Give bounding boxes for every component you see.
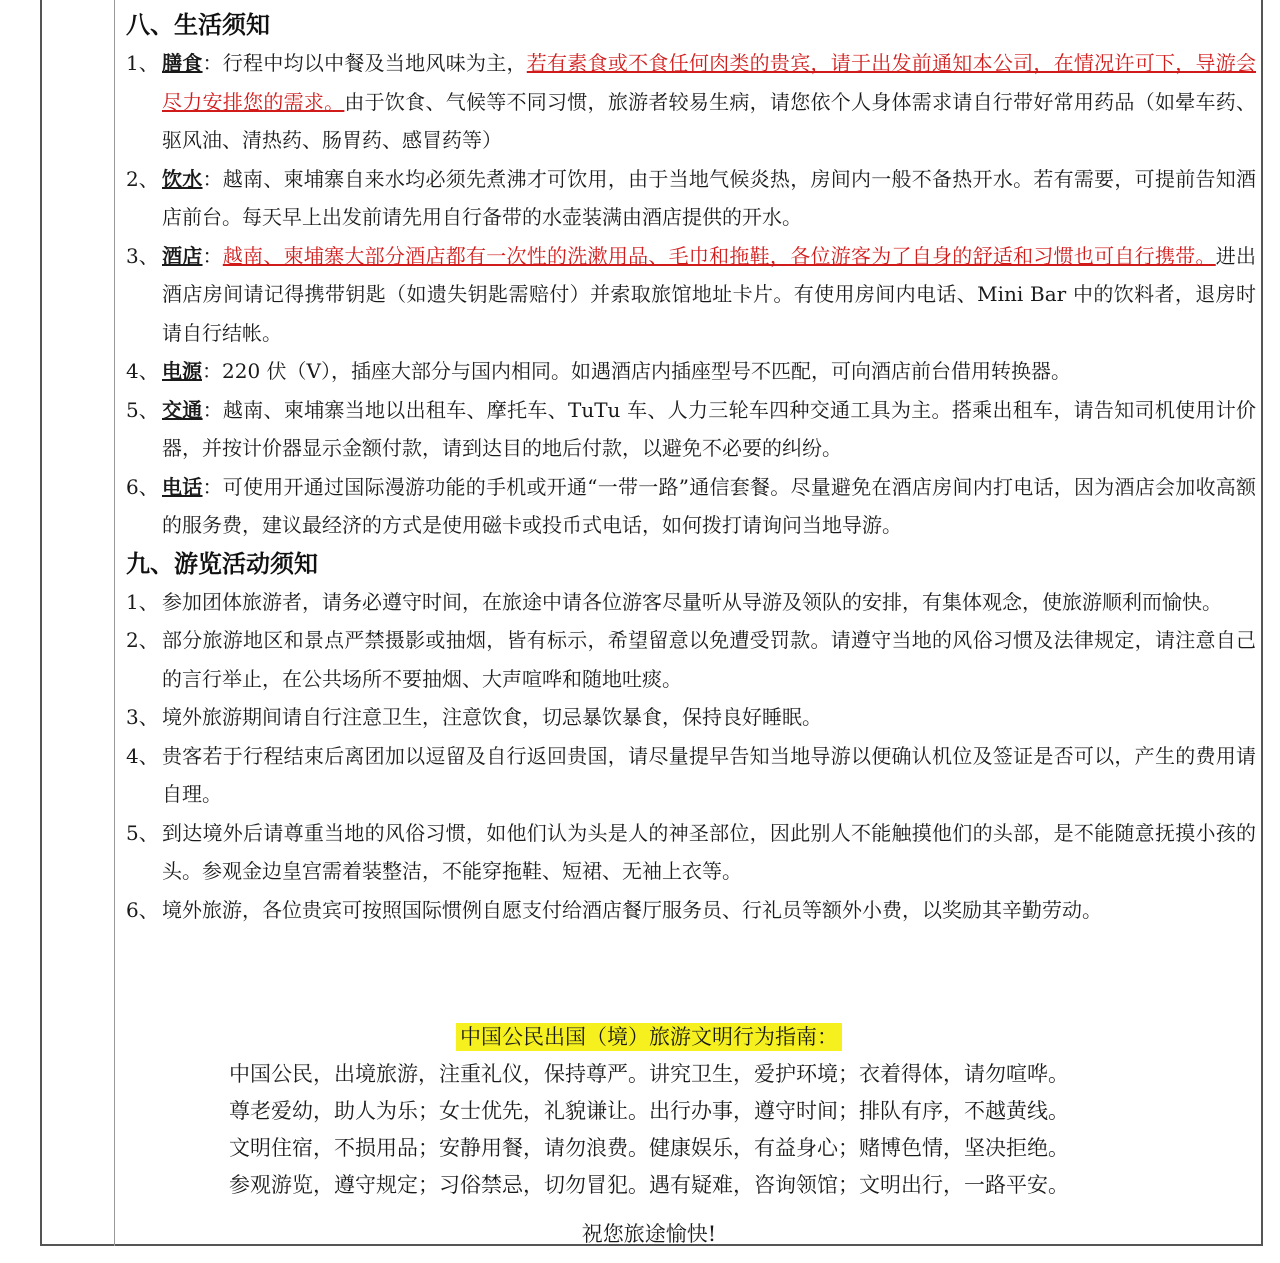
- guide-line: 参观游览，遵守规定；习俗禁忌，切勿冒犯。遇有疑难，咨询领馆；文明出行，一路平安。: [229, 1173, 1069, 1197]
- section-9-title: 九、游览活动须知: [126, 549, 318, 578]
- label-colon: ：: [202, 166, 223, 191]
- guide-title: [42, 1018, 1256, 1056]
- item-number: 6、: [126, 474, 159, 499]
- item-text-after: 进出酒店房间请记得携带钥匙（如遗失钥匙需赔付）并索取旅馆地址卡片。有使用房间内电话、Mini Bar 中的饮料者，退房时请自行结帐。: [162, 243, 1257, 345]
- s8-item-2: [126, 160, 1256, 237]
- label-colon: ：: [202, 243, 223, 268]
- item-number: 5、: [126, 397, 159, 422]
- item-number: 4、: [126, 359, 159, 383]
- item-text: 参加团体旅游者，请务必遵守时间，在旅途中请各位游客尽量听从导游及领队的安排，有集体观念，使旅游顺利而愉快。: [162, 589, 1222, 614]
- s8-item-4: [126, 352, 1256, 391]
- item-text: 行程中均以中餐及当地风味为主，: [222, 51, 527, 75]
- item-label: 电话: [162, 474, 203, 499]
- s9-item-4: [126, 737, 1256, 814]
- item-number: 4、: [126, 743, 159, 768]
- closing-wish: 祝您旅途愉快!: [581, 1222, 717, 1246]
- item-label: 膳食: [162, 51, 203, 75]
- item-number: 3、: [126, 243, 159, 268]
- item-text: 越南、柬埔寨当地以出租车、摩托车、TuTu 车、人力三轮车四种交通工具为主。搭乘出租车，请告知司机使用计价器，并按计价器显示金额付款，请到达目的地后付款，以避免不必要的纠纷。: [162, 397, 1257, 460]
- item-text: 可使用开通过国际漫游功能的手机或开通“一带一路”通信套餐。尽量避免在酒店房间内打电话，因为酒店会加收高额的服务费，建议最经济的方式是使用磁卡或投币式电话，如何拨打请询问当地导游。: [162, 474, 1257, 537]
- item-text-after: 由于饮食、气候等不同习惯，旅游者较易生病，请您依个人身体需求请自行带好常用药品（如晕车药、驱风油、清热药、肠胃药、感冒药等）: [162, 89, 1257, 152]
- label-colon: ：: [202, 359, 222, 383]
- item-text: 境外旅游，各位贵宾可按照国际惯例自愿支付给酒店餐厅服务员、行礼员等额外小费，以奖励其辛勤劳动。: [162, 897, 1102, 922]
- item-label: 电源: [162, 359, 202, 383]
- item-text: 到达境外后请尊重当地的风俗习惯，如他们认为头是人的神圣部位，因此别人不能触摸他们的头部，是不能随意抚摸小孩的头。参观金边皇宫需着装整洁，不能穿拖鞋、短裙、无袖上衣等。: [162, 820, 1256, 883]
- item-label: 交通: [162, 397, 203, 422]
- s9-item-6: [126, 891, 1256, 930]
- guide-title-highlight: 中国公民出国（境）旅游文明行为指南：: [456, 1023, 842, 1051]
- item-number: 1、: [126, 51, 159, 75]
- item-text: 部分旅游地区和景点严禁摄影或抽烟，皆有标示，希望留意以免遭受罚款。请遵守当地的风俗习惯及法律规定，请注意自己的言行举止，在公共场所不要抽烟、大声喧哗和随地吐痰。: [162, 628, 1256, 691]
- item-label: 饮水: [162, 166, 203, 191]
- civility-guide: [126, 1018, 1256, 1254]
- s8-item-1: [126, 44, 1256, 160]
- item-text: 境外旅游期间请自行注意卫生，注意饮食，切忌暴饮暴食，保持良好睡眠。: [162, 705, 822, 729]
- item-number: 5、: [126, 820, 159, 845]
- document-content: [126, 6, 1257, 1246]
- item-number: 3、: [126, 705, 159, 729]
- s9-item-2: [126, 621, 1256, 698]
- label-colon: ：: [202, 397, 223, 422]
- s8-item-5: [126, 391, 1256, 468]
- s9-item-5: [126, 814, 1256, 891]
- s8-item-3: [126, 237, 1256, 353]
- label-colon: ：: [202, 51, 223, 75]
- item-label: 酒店: [162, 243, 203, 268]
- item-number: 2、: [126, 166, 159, 191]
- item-text: 越南、柬埔寨自来水均必须先煮沸才可饮用，由于当地气候炎热，房间内一般不备热开水。若有需要，可提前告知酒店前台。每天早上出发前请先用自行备带的水壶装满由酒店提供的开水。: [162, 166, 1257, 229]
- item-red-notice: 若有素食或不食任何肉类的贵宾，请于出发前通知本公司，在情况许可下，导游会尽力安排您的需求。: [162, 51, 1257, 114]
- item-number: 2、: [126, 628, 159, 652]
- section-8-title: 八、生活须知: [126, 11, 270, 39]
- item-number: 1、: [126, 589, 159, 614]
- s9-item-3: [126, 698, 1256, 737]
- s8-item-6: [126, 468, 1256, 545]
- item-text: 220 伏（V），插座大部分与国内相同。如遇酒店内插座型号不匹配，可向酒店前台借用转换器。: [222, 359, 1071, 383]
- item-red-notice: 越南、柬埔寨大部分酒店都有一次性的洗漱用品、毛巾和拖鞋，各位游客为了自身的舒适和习惯也可自行携带。: [222, 243, 1216, 268]
- item-text: 贵客若于行程结束后离团加以逗留及自行返回贵国，请尽量提早告知当地导游以便确认机位及签证是否可以，产生的费用请自理。: [162, 743, 1256, 806]
- guide-line: 文明住宿，不损用品；安静用餐，请勿浪费。健康娱乐，有益身心；赌博色情，坚决拒绝。: [229, 1136, 1069, 1160]
- item-number: 6、: [126, 897, 159, 922]
- label-colon: ：: [202, 474, 223, 499]
- guide-line: 中国公民，出境旅游，注重礼仪，保持尊严。讲究卫生，爱护环境；衣着得体，请勿喧哗。: [229, 1062, 1069, 1086]
- s9-item-1: [126, 583, 1256, 622]
- guide-line: 尊老爱幼，助人为乐；女士优先，礼貌谦让。出行办事，遵守时间；排队有序，不越黄线。: [229, 1099, 1069, 1123]
